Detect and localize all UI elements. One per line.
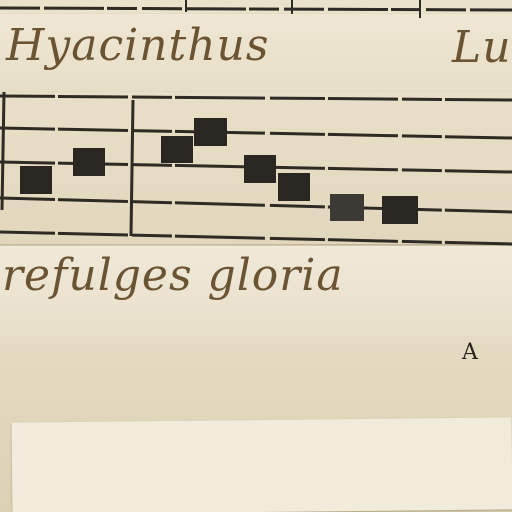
neume-note bbox=[73, 148, 105, 176]
neume-note bbox=[278, 173, 310, 201]
lyric-line-refulges-gloria: refulges gloria bbox=[2, 250, 344, 301]
printed-initial-letter: A bbox=[462, 340, 478, 365]
neume-note bbox=[161, 136, 193, 163]
lyric-word-hyacinthus: Hyacinthus bbox=[6, 20, 270, 71]
neume-note bbox=[330, 194, 364, 221]
staff-line bbox=[0, 198, 512, 212]
staff-line bbox=[0, 96, 512, 100]
lyric-word-fragment: Lu bbox=[452, 22, 512, 73]
staff-line bbox=[0, 232, 512, 244]
neume-note bbox=[20, 166, 52, 194]
staff-line-top-fragment bbox=[0, 8, 512, 10]
neume-note bbox=[382, 196, 418, 224]
neume-note bbox=[244, 155, 276, 183]
barline bbox=[131, 100, 133, 236]
neume-note bbox=[194, 118, 227, 146]
staff-line bbox=[0, 128, 512, 138]
staff-start-bar bbox=[2, 92, 4, 210]
